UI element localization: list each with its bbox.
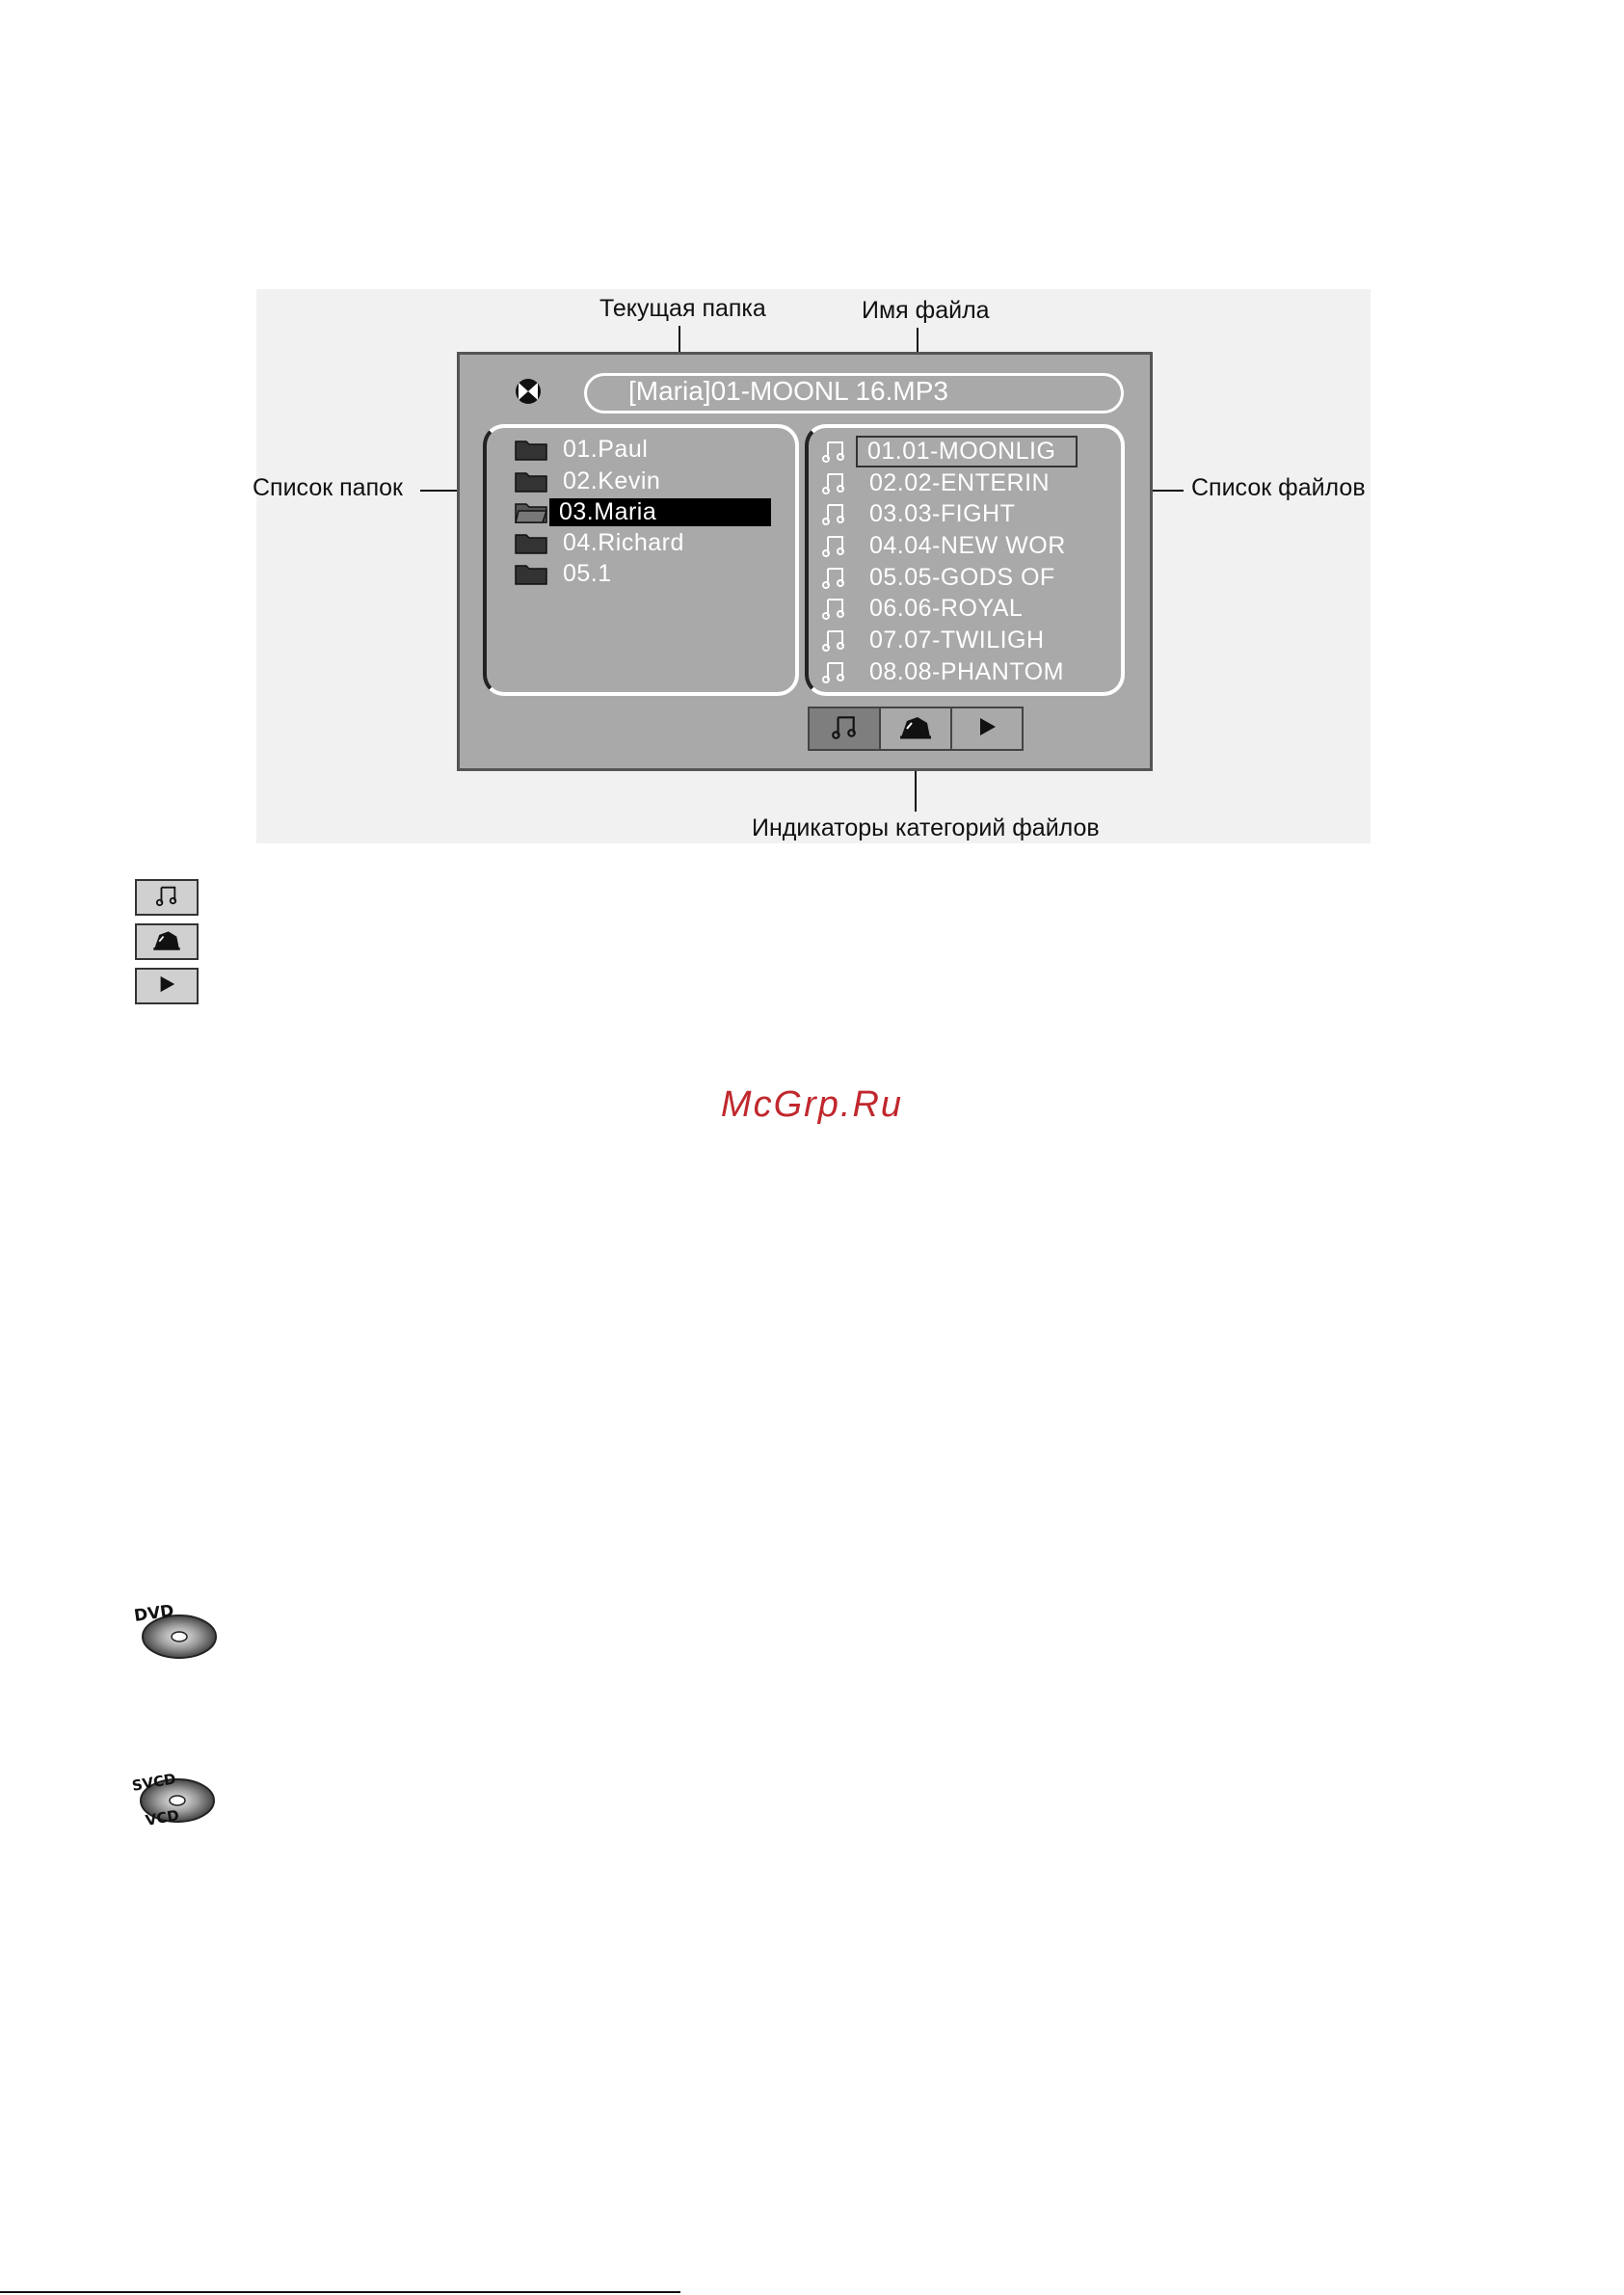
folder-open-icon [515,499,549,524]
folder-item[interactable] [515,559,612,588]
folder-item[interactable] [515,528,684,557]
category-indicator-bar [808,707,1024,751]
folder-icon [515,468,549,494]
music-note-icon [155,884,178,912]
file-item[interactable] [821,626,1045,654]
folder-label: 04.Richard [563,528,684,556]
dvd-disc-icon [129,1600,218,1667]
callout-file-list: Список файлов [1191,474,1366,501]
file-item[interactable] [821,531,1066,560]
callout-current-folder: Текущая папка [599,295,766,322]
disc-icon [515,378,542,410]
folder-item-selected[interactable] [515,497,771,526]
category-picture[interactable] [881,708,952,749]
file-item[interactable] [821,563,1055,592]
play-icon [157,974,176,999]
category-video[interactable] [952,708,1022,749]
legend-video [135,968,199,1004]
file-label: 06.06-ROYAL [869,594,1024,622]
file-label: 03.03-FIGHT [869,499,1016,527]
folder-item[interactable] [515,435,648,464]
folder-icon [515,530,549,555]
folder-item[interactable] [515,467,660,495]
file-label: 05.05-GODS OF [869,563,1055,591]
folder-icon [515,561,549,586]
music-note-icon [821,501,856,526]
file-label: 08.08-PHANTOM [869,657,1064,685]
svg-text:SVCD: SVCD [130,1770,177,1795]
play-icon [976,716,998,742]
legend-music [135,879,199,916]
callout-file-name: Имя файла [862,297,990,324]
folder-label: 01.Paul [563,435,649,463]
svg-text:DVD: DVD [132,1601,175,1626]
music-note-icon [821,627,856,653]
file-item[interactable] [821,594,1023,623]
callout-category-indicators: Индикаторы категорий файлов [752,814,1100,841]
svcd-vcd-disc-icon [129,1770,218,1836]
music-note-icon [831,713,858,745]
music-note-icon [821,439,856,464]
music-note-icon [821,565,856,590]
file-label: 07.07-TWILIGH [869,626,1045,654]
callout-folder-list: Список папок [253,474,403,501]
music-note-icon [821,470,856,495]
picture-icon [898,713,933,745]
watermark: McGrp.Ru [720,1084,904,1125]
svg-text:VCD: VCD [144,1806,181,1829]
file-label: 04.04-NEW WOR [869,531,1066,559]
file-item[interactable] [821,657,1064,686]
file-label: 02.02-ENTERIN [869,468,1051,496]
page-bottom-rule [0,2291,680,2293]
music-note-icon [821,659,856,684]
music-note-icon [821,596,856,621]
folder-label: 05.1 [563,559,612,587]
folder-label: 03.Maria [549,498,771,526]
current-file-title: [Maria]01-MOONL 16.MP3 [628,376,948,406]
folder-icon [515,437,549,462]
file-label: 01.01-MOONLIG [856,436,1078,467]
file-item[interactable] [821,499,1015,528]
picture-icon [151,928,182,956]
legend-picture [135,923,199,960]
file-item[interactable] [821,468,1050,497]
category-music[interactable] [810,708,881,749]
folder-label: 02.Kevin [563,467,661,494]
file-item-highlighted[interactable] [821,437,1078,466]
music-note-icon [821,533,856,558]
